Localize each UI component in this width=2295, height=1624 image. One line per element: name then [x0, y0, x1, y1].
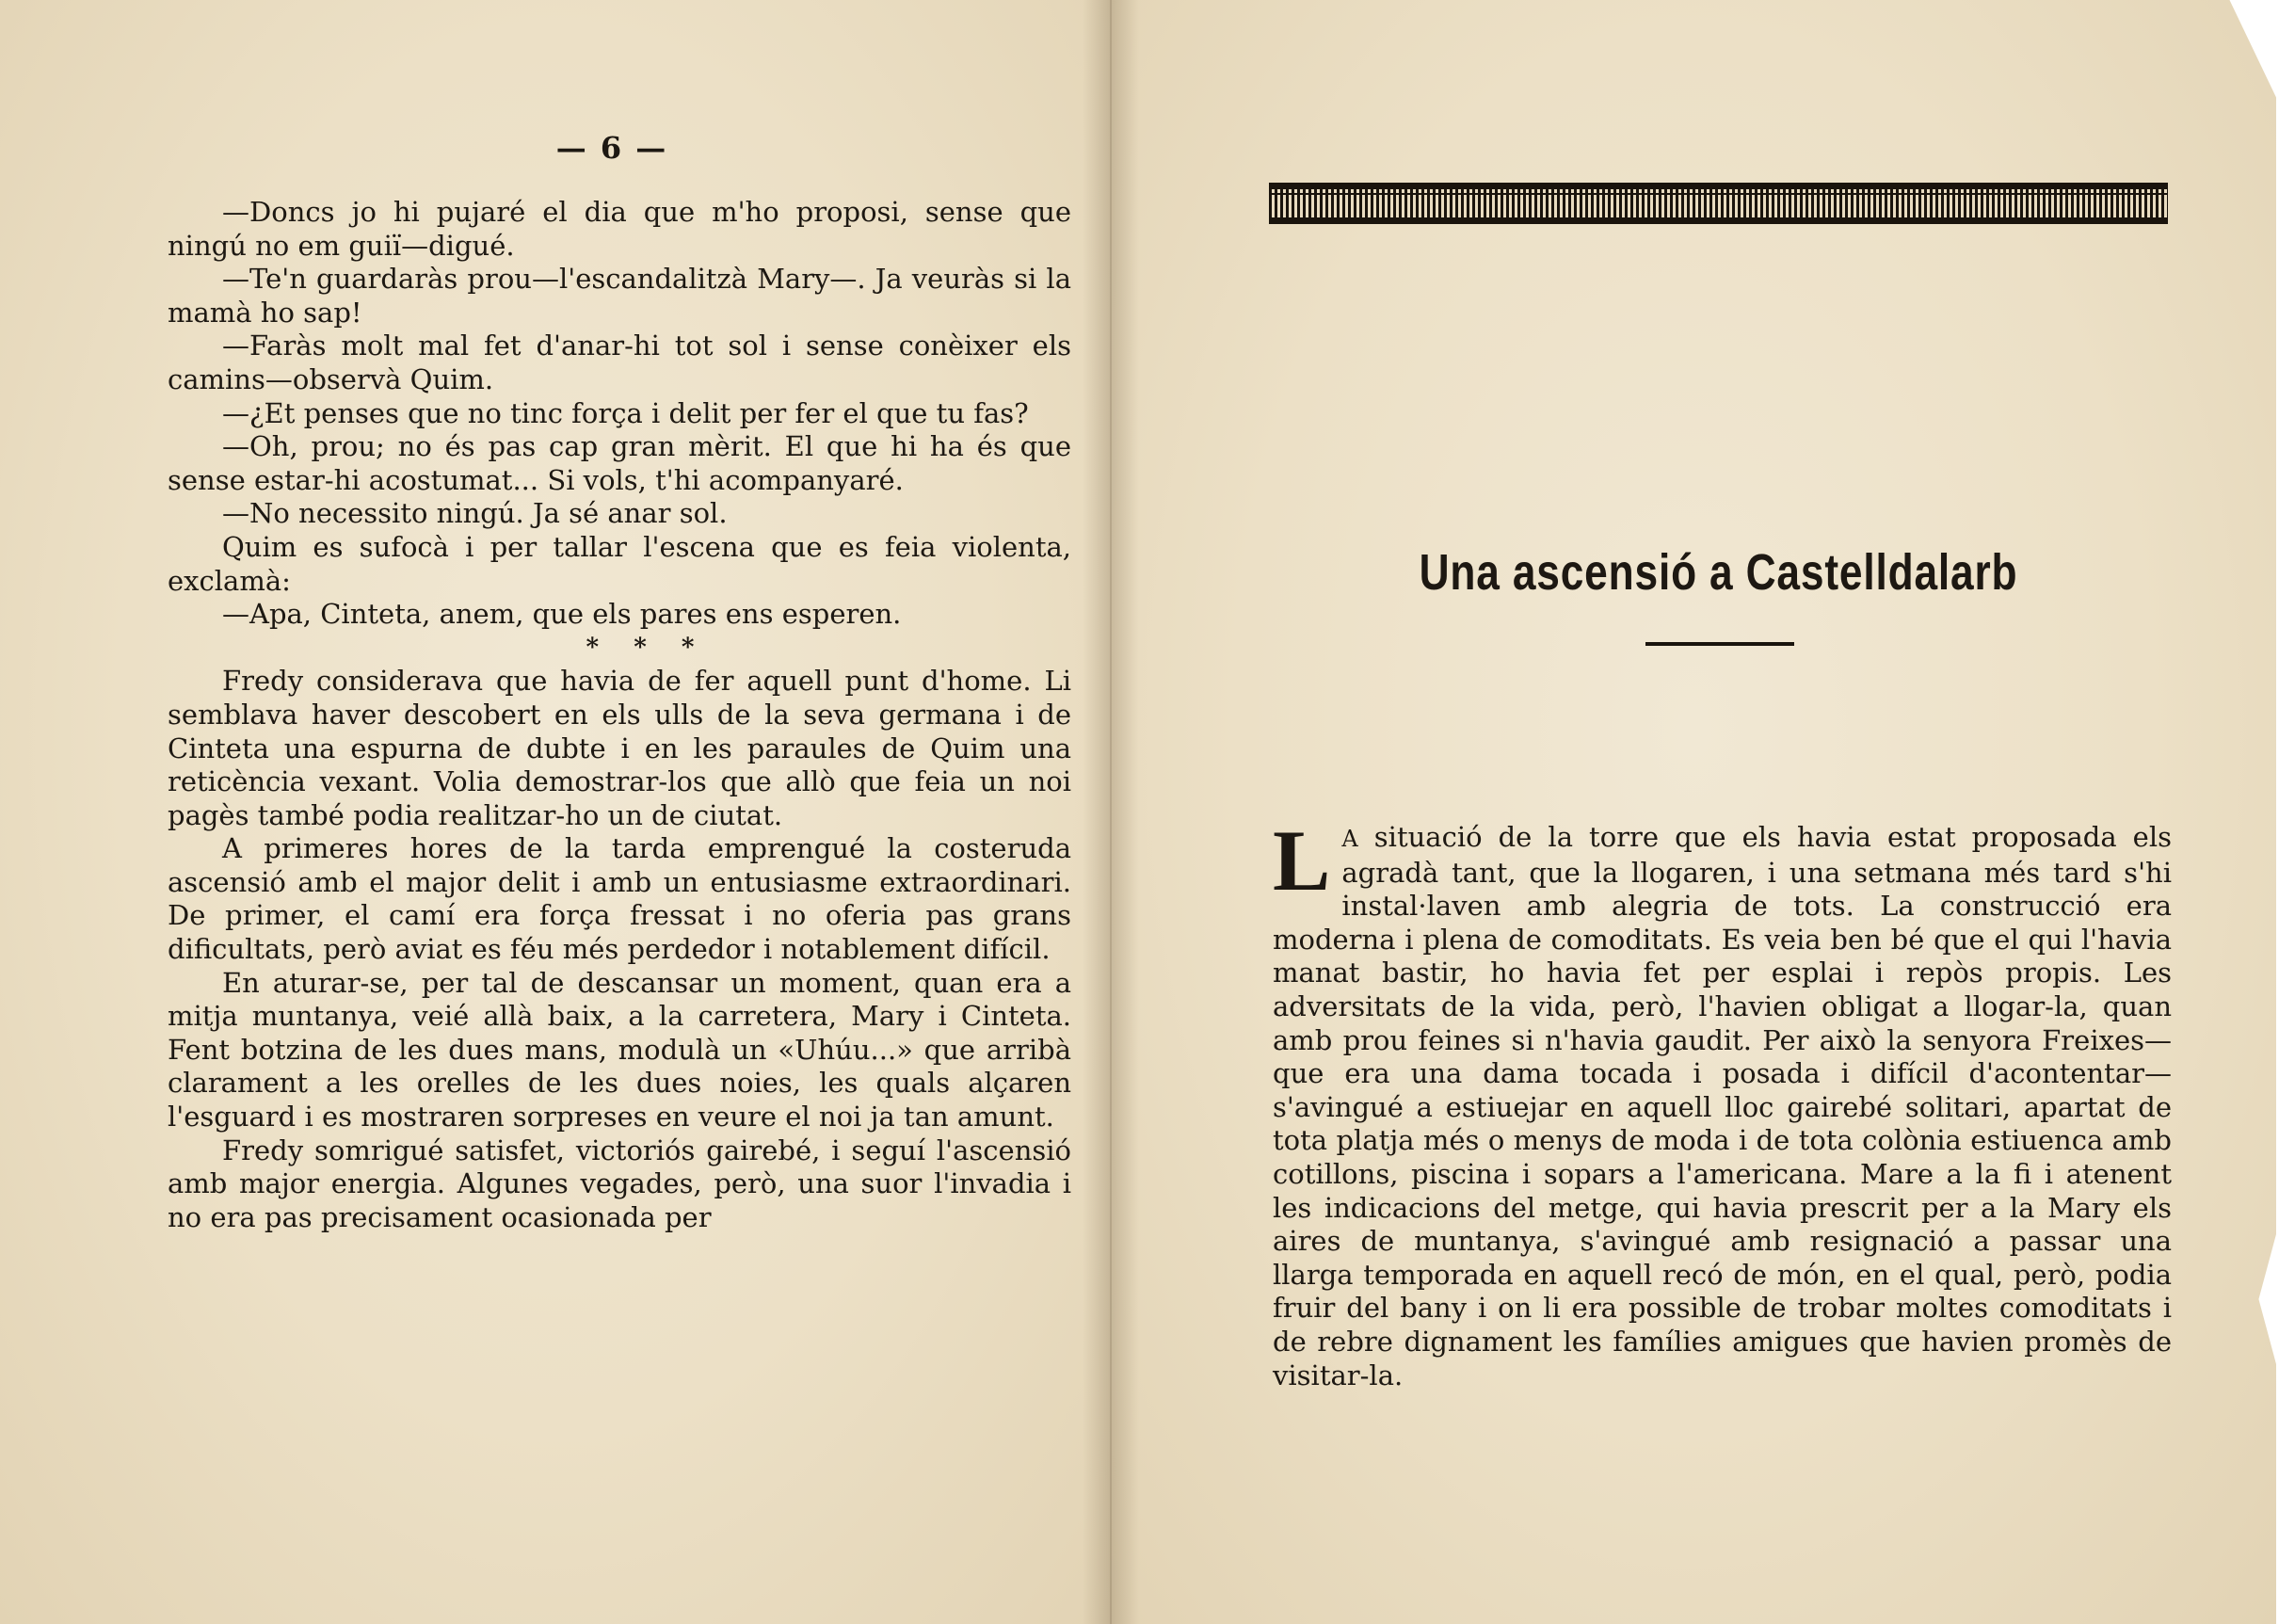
page-number: — 6 —: [555, 130, 668, 166]
paragraph: —No necessito ningú. Ja sé anar sol.: [222, 497, 728, 530]
paragraph: Fredy somrigué satisfet, victoriós gairebé, i seguí l'ascensió amb major energia. Algunes vegades, però, una suor l'invadia i no era pas precisament ocasionada per: [168, 1134, 1071, 1233]
paragraph: Fredy considerava que havia de fer aquell punt d'home. Li semblava haver descobert en els ulls de la seva germana i de Cinteta una espurna de dubte i en les paraules de Quim una reticència vexant. Volia demostrar-los que allò que feia un noi pagès també podia realitzar-ho un de ciutat.: [168, 665, 1071, 831]
paragraph: —Apa, Cinteta, anem, que els pares ens esperen.: [222, 598, 902, 631]
paragraph: A primeres hores de la tarda emprengué la costeruda ascensió amb el major delit i amb un entusiasme extraordinari. De primer, el camí era força fressat i no oferia pas grans dificultats, però aviat es féu més perdedor i notablement difícil.: [168, 832, 1071, 966]
title-underline: [1645, 642, 1794, 646]
left-page-text: [168, 196, 1071, 1234]
drop-cap: L: [1273, 812, 1331, 908]
left-page: [0, 0, 1111, 1624]
decorative-banner: [1269, 183, 2168, 224]
first-word-rest: A: [1341, 826, 1358, 852]
paragraph: —Oh, prou; no és pas cap gran mèrit. El que hi ha és que sense estar-hi acostumat... Si vols, t'hi acompanyaré.: [168, 430, 1071, 496]
chapter-opening-text: [1273, 812, 2173, 1392]
paragraph: —Doncs jo hi pujaré el dia que m'ho proposi, sense que ningú no em guiï—digué.: [168, 196, 1071, 262]
paragraph: —Faràs molt mal fet d'anar-hi tot sol i sense conèixer els camins—observà Quim.: [168, 330, 1071, 395]
paragraph: Quim es sufocà i per tallar l'escena que es feia violenta, exclamà:: [168, 530, 1071, 597]
section-separator: * * *: [586, 633, 708, 662]
paragraph: En aturar-se, per tal de descansar un moment, quan era a mitja muntanya, veié allà baix, a la carretera, Mary i Cinteta. Fent botzina de les dues mans, modulà un «Uhúu...» que arribà clarament a les orelles de les dues noies, les quals alçaren l'esguard i es mostraren sorpreses en veure el noi ja tan amunt.: [168, 966, 1071, 1134]
paragraph: —Te'n guardaràs prou—l'escandalitzà Mary—. Ja veuràs si la mamà ho sap!: [168, 263, 1071, 329]
chapter-body: situació de la torre que els havia estat proposada els agradà tant, que la llogaren, i una setmana més tard s'hi instal·laven amb alegria de tots. La construcció era moderna i plena de comoditats. Es veia ben bé que el qui l'havia manat bastir, ho havia fet per esplai i repòs propis. Les adversitats de la vida, però, l'havien obligat a llogar-la, quan amb prou feines si n'havia gaudit. Per això la senyora Freixes—que era una dama tocada i posada i difícil d'acontentar—s'avingué a estiuejar en aquell lloc gairebé solitari, apartat de tota platja més o menys de moda i de tota colònia estiuenca amb cotillons, piscina i sopars a l'americana. Mare a la fi i atenent les indicacions del metge, qui havia prescrit per a la Mary els aires de muntanya, s'avingué amb resignació a passar una llarga temporada en aquell recó de món, en el qual, però, podia fruir del bany i on li era possible de trobar moltes comoditats i de rebre dignament les famílies amigues que havien promès de visitar-la.: [1273, 821, 2173, 1391]
paragraph: —¿Et penses que no tinc força i delit per fer el que tu fas?: [222, 396, 1029, 429]
chapter-title: Una ascensió a Castelldalarb: [1419, 544, 2018, 601]
